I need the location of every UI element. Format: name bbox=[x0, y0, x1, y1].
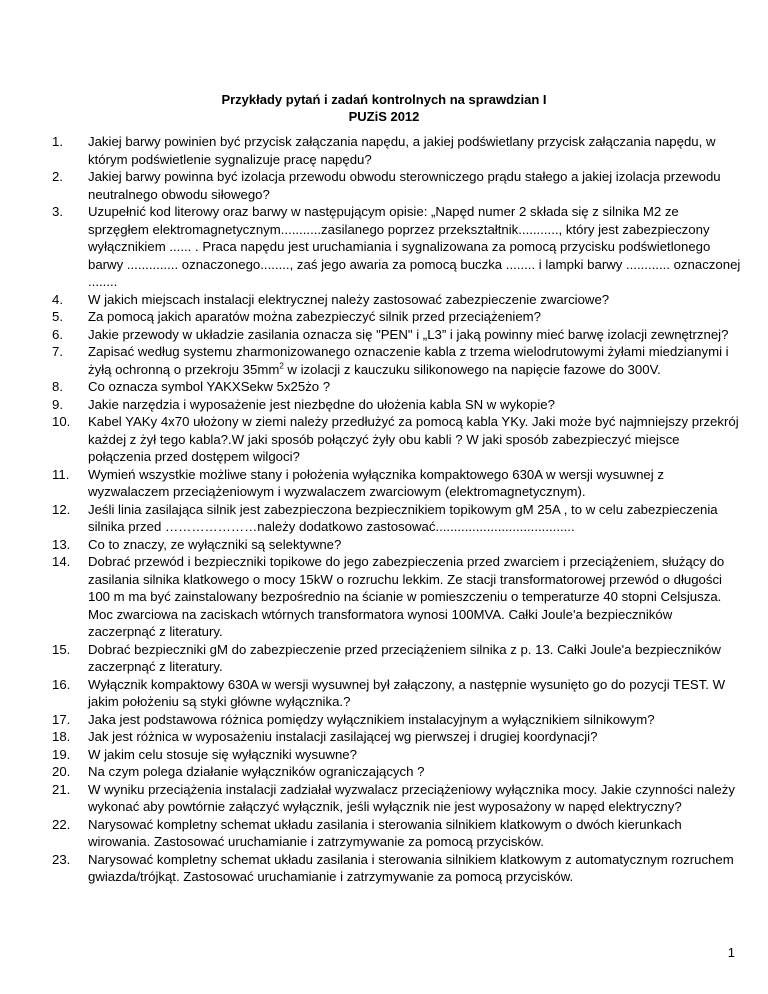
question-number: 3. bbox=[52, 204, 63, 219]
question-text-main: Jaka jest podstawowa różnica pomiędzy wyłącznikiem instalacyjnym a wyłącznikiem silnikowym? bbox=[88, 711, 655, 727]
question-item bbox=[52, 746, 742, 764]
question-item bbox=[52, 203, 742, 291]
question-item bbox=[52, 378, 742, 396]
question-text-main: Jeśli linia zasilająca silnik jest zabezpieczona bezpiecznikiem topikowym gM 25A , to w celu zabezpieczenia silnika przed …………………należy dodatkowo zastosować...................................... bbox=[88, 501, 718, 534]
question-number: 4. bbox=[52, 291, 63, 307]
question-text bbox=[88, 466, 742, 501]
question-item bbox=[52, 781, 742, 816]
question-number: 5. bbox=[52, 309, 63, 324]
question-item bbox=[52, 326, 742, 344]
question-number: 1. bbox=[52, 134, 63, 149]
question-number: 23. bbox=[52, 851, 71, 867]
question-number: 12. bbox=[52, 501, 71, 517]
question-list bbox=[52, 133, 742, 886]
question-item bbox=[52, 466, 742, 501]
question-item bbox=[52, 711, 742, 729]
question-text-main: Wymień wszystkie możliwe stany i położenia wyłącznika kompaktowego 630A w wersji wysuwnej z wyzwalaczem przeciążeniowym i wyzwalaczem zwarciowym (elektromagnetycznym). bbox=[88, 466, 664, 499]
question-item bbox=[52, 343, 742, 378]
title-block bbox=[0, 91, 768, 125]
question-number: 15. bbox=[52, 641, 71, 657]
question-text bbox=[88, 763, 742, 781]
question-text bbox=[88, 553, 742, 641]
superscript: 2 bbox=[279, 361, 284, 371]
question-item bbox=[52, 501, 742, 536]
question-number: 19. bbox=[52, 746, 71, 762]
question-text-main: Jak jest różnica w wyposażeniu instalacji zasilającej wg pierwszej i drugiej koordynacji? bbox=[88, 729, 598, 744]
question-text bbox=[88, 168, 742, 203]
question-item bbox=[52, 133, 742, 168]
question-text-main: Co oznacza symbol YAKXSekw 5x25żo ? bbox=[88, 379, 331, 394]
question-text-main: W wyniku przeciążenia instalacji zadziałał wyzwalacz przeciążeniowy wyłącznika mocy. Jakie czynności należy wykonać aby powtórnie załączyć wyłącznik, jeśli wyłącznik nie jest wyposażony w napęd elektryczny? bbox=[88, 781, 735, 814]
question-item bbox=[52, 413, 742, 466]
question-text bbox=[88, 711, 742, 729]
question-text-main: W jakich miejscach instalacji elektrycznej należy zastosować zabezpieczenie zwarciowe? bbox=[88, 291, 610, 307]
question-item bbox=[52, 308, 742, 326]
question-text bbox=[88, 203, 742, 291]
question-text bbox=[88, 851, 742, 886]
question-number: 14. bbox=[52, 554, 71, 569]
question-text bbox=[88, 781, 742, 816]
question-text-main: Wyłącznik kompaktowy 630A w wersji wysuwnej był załączony, a następnie wysunięto go do pozycji TEST. W jakim położeniu są styki główne wyłącznika.? bbox=[88, 676, 726, 709]
question-text-main: Kabel YAKy 4x70 ułożony w ziemi należy przedłużyć za pomocą kabla YKy. Jaki może być najmniejszy przekrój każdej z żył tego kabla?.W jaki sposób połączyć żyły obu kabli ? W jaki sposób zabezpieczyć miejsce połączenia przed dostępem wilgoci? bbox=[88, 414, 739, 464]
question-text-main: Co to znaczy, ze wyłączniki są selektywne? bbox=[88, 536, 342, 552]
question-number: 20. bbox=[52, 764, 71, 779]
question-number: 22. bbox=[52, 816, 71, 832]
question-text-main: Dobrać bezpieczniki gM do zabezpieczenie przed przeciążeniem silnika z p. 13. Całki Joule'a bezpieczników zaczerpnąć z literatury. bbox=[88, 641, 721, 674]
question-text bbox=[88, 326, 742, 344]
question-text-main: Jakie narzędzia i wyposażenie jest niezbędne do ułożenia kabla SN w wykopie? bbox=[88, 396, 555, 412]
question-text bbox=[88, 413, 742, 466]
question-text bbox=[88, 536, 742, 554]
question-text bbox=[88, 816, 742, 851]
question-text-main: Jakiej barwy powinien być przycisk załączania napędu, a jakiej podświetlany przycisk załączania napędu, w którym podświetlenie sygnalizuje pracę napędu? bbox=[88, 134, 716, 167]
question-item bbox=[52, 291, 742, 309]
question-item bbox=[52, 396, 742, 414]
question-text-continued: w izolacji z kauczuku silikonowego na napięcie fazowe do 300V. bbox=[283, 361, 661, 377]
question-text bbox=[88, 501, 742, 536]
question-text bbox=[88, 343, 742, 378]
question-text-main: Dobrać przewód i bezpieczniki topikowe do jego zabezpieczenia przed zwarciem i przeciążeniem, służący do zasilania silnika klatkowego o mocy 15kW o rozruchu lekkim. Ze stacji transformatorowej przewód o długości 100 m ma być zainstalowany bezpośrednio na ścianie w pomieszczeniu o temperaturze 40 stopni Celsjusza. Moc zwarciowa na zaciskach wtórnych transformatora wynosi 100MVA. Całki Joule'a bezpieczników zaczerpnąć z literatury. bbox=[88, 554, 725, 639]
question-text-main: Jakiej barwy powinna być izolacja przewodu obwodu sterowniczego prądu stałego a jakiej izolacja przewodu neutralnego obwodu siłowego? bbox=[88, 169, 721, 202]
question-text bbox=[88, 291, 742, 309]
question-text-main: Zapisać według systemu zharmonizowanego oznaczenie kabla z trzema wielodrutowymi żyłami miedzianymi i żyłą ochronną o przekroju 35mm bbox=[88, 344, 729, 377]
question-text-main: W jakim celu stosuje się wyłączniki wysuwne? bbox=[88, 746, 357, 762]
question-text-main: Uzupełnić kod literowy oraz barwy w następującym opisie: „Napęd numer 2 składa się z silnika M2 ze sprzęgłem elektromagnetycznym...........zasilanego poprzez przekształtnik..........., który jest zabezpieczony wyłącznikiem ...... . Praca napędu jest uruchamiania i sygnalizowana za pomocą przycisku podświetlonego barwy .............. oznaczonego........, zaś jego awaria za pomocą buczka ........ i lampki barwy ............ oznaczonej ........ bbox=[88, 204, 741, 289]
question-number: 9. bbox=[52, 396, 63, 412]
question-item bbox=[52, 816, 742, 851]
question-text bbox=[88, 746, 742, 764]
question-text bbox=[88, 133, 742, 168]
question-text-main: Narysować kompletny schemat układu zasilania i sterowania silnikiem klatkowym o dwóch kierunkach wirowania. Zastosować uruchamianie i zatrzymywanie za pomocą przycisków. bbox=[88, 816, 682, 849]
question-number: 10. bbox=[52, 414, 71, 429]
question-text-main: Jakie przewody w układzie zasilania oznacza się "PEN" i „L3” i jaką powinny mieć barwę izolacji zewnętrznej? bbox=[88, 326, 729, 342]
question-number: 21. bbox=[52, 781, 71, 797]
question-text bbox=[88, 378, 742, 396]
question-text-main: Na czym polega działanie wyłączników ograniczających ? bbox=[88, 764, 425, 779]
question-item bbox=[52, 676, 742, 711]
question-number: 17. bbox=[52, 711, 71, 727]
question-number: 7. bbox=[52, 344, 63, 359]
question-text-main: Narysować kompletny schemat układu zasilania i sterowania silnikiem klatkowym z automatycznym rozruchem gwiazda/trójkąt. Zastosować uruchamianie i zatrzymywanie za pomocą przycisków. bbox=[88, 851, 734, 884]
question-item bbox=[52, 763, 742, 781]
question-text bbox=[88, 308, 742, 326]
question-number: 16. bbox=[52, 676, 71, 692]
question-item bbox=[52, 851, 742, 886]
question-text bbox=[88, 641, 742, 676]
question-number: 18. bbox=[52, 729, 71, 744]
question-item bbox=[52, 536, 742, 554]
question-number: 6. bbox=[52, 326, 63, 342]
question-number: 11. bbox=[52, 466, 70, 482]
document-title: Przykłady pytań i zadań kontrolnych na sprawdzian I bbox=[221, 92, 547, 107]
question-number: 2. bbox=[52, 169, 63, 184]
question-text bbox=[88, 728, 742, 746]
question-number: 13. bbox=[52, 536, 71, 552]
question-item bbox=[52, 728, 742, 746]
question-item bbox=[52, 168, 742, 203]
question-text bbox=[88, 676, 742, 711]
page-number: 1 bbox=[727, 945, 735, 960]
question-item bbox=[52, 553, 742, 641]
question-text-main: Za pomocą jakich aparatów można zabezpieczyć silnik przed przeciążeniem? bbox=[88, 309, 541, 324]
question-text bbox=[88, 396, 742, 414]
document-subtitle: PUZiS 2012 bbox=[348, 109, 420, 124]
question-number: 8. bbox=[52, 379, 63, 394]
question-item bbox=[52, 641, 742, 676]
